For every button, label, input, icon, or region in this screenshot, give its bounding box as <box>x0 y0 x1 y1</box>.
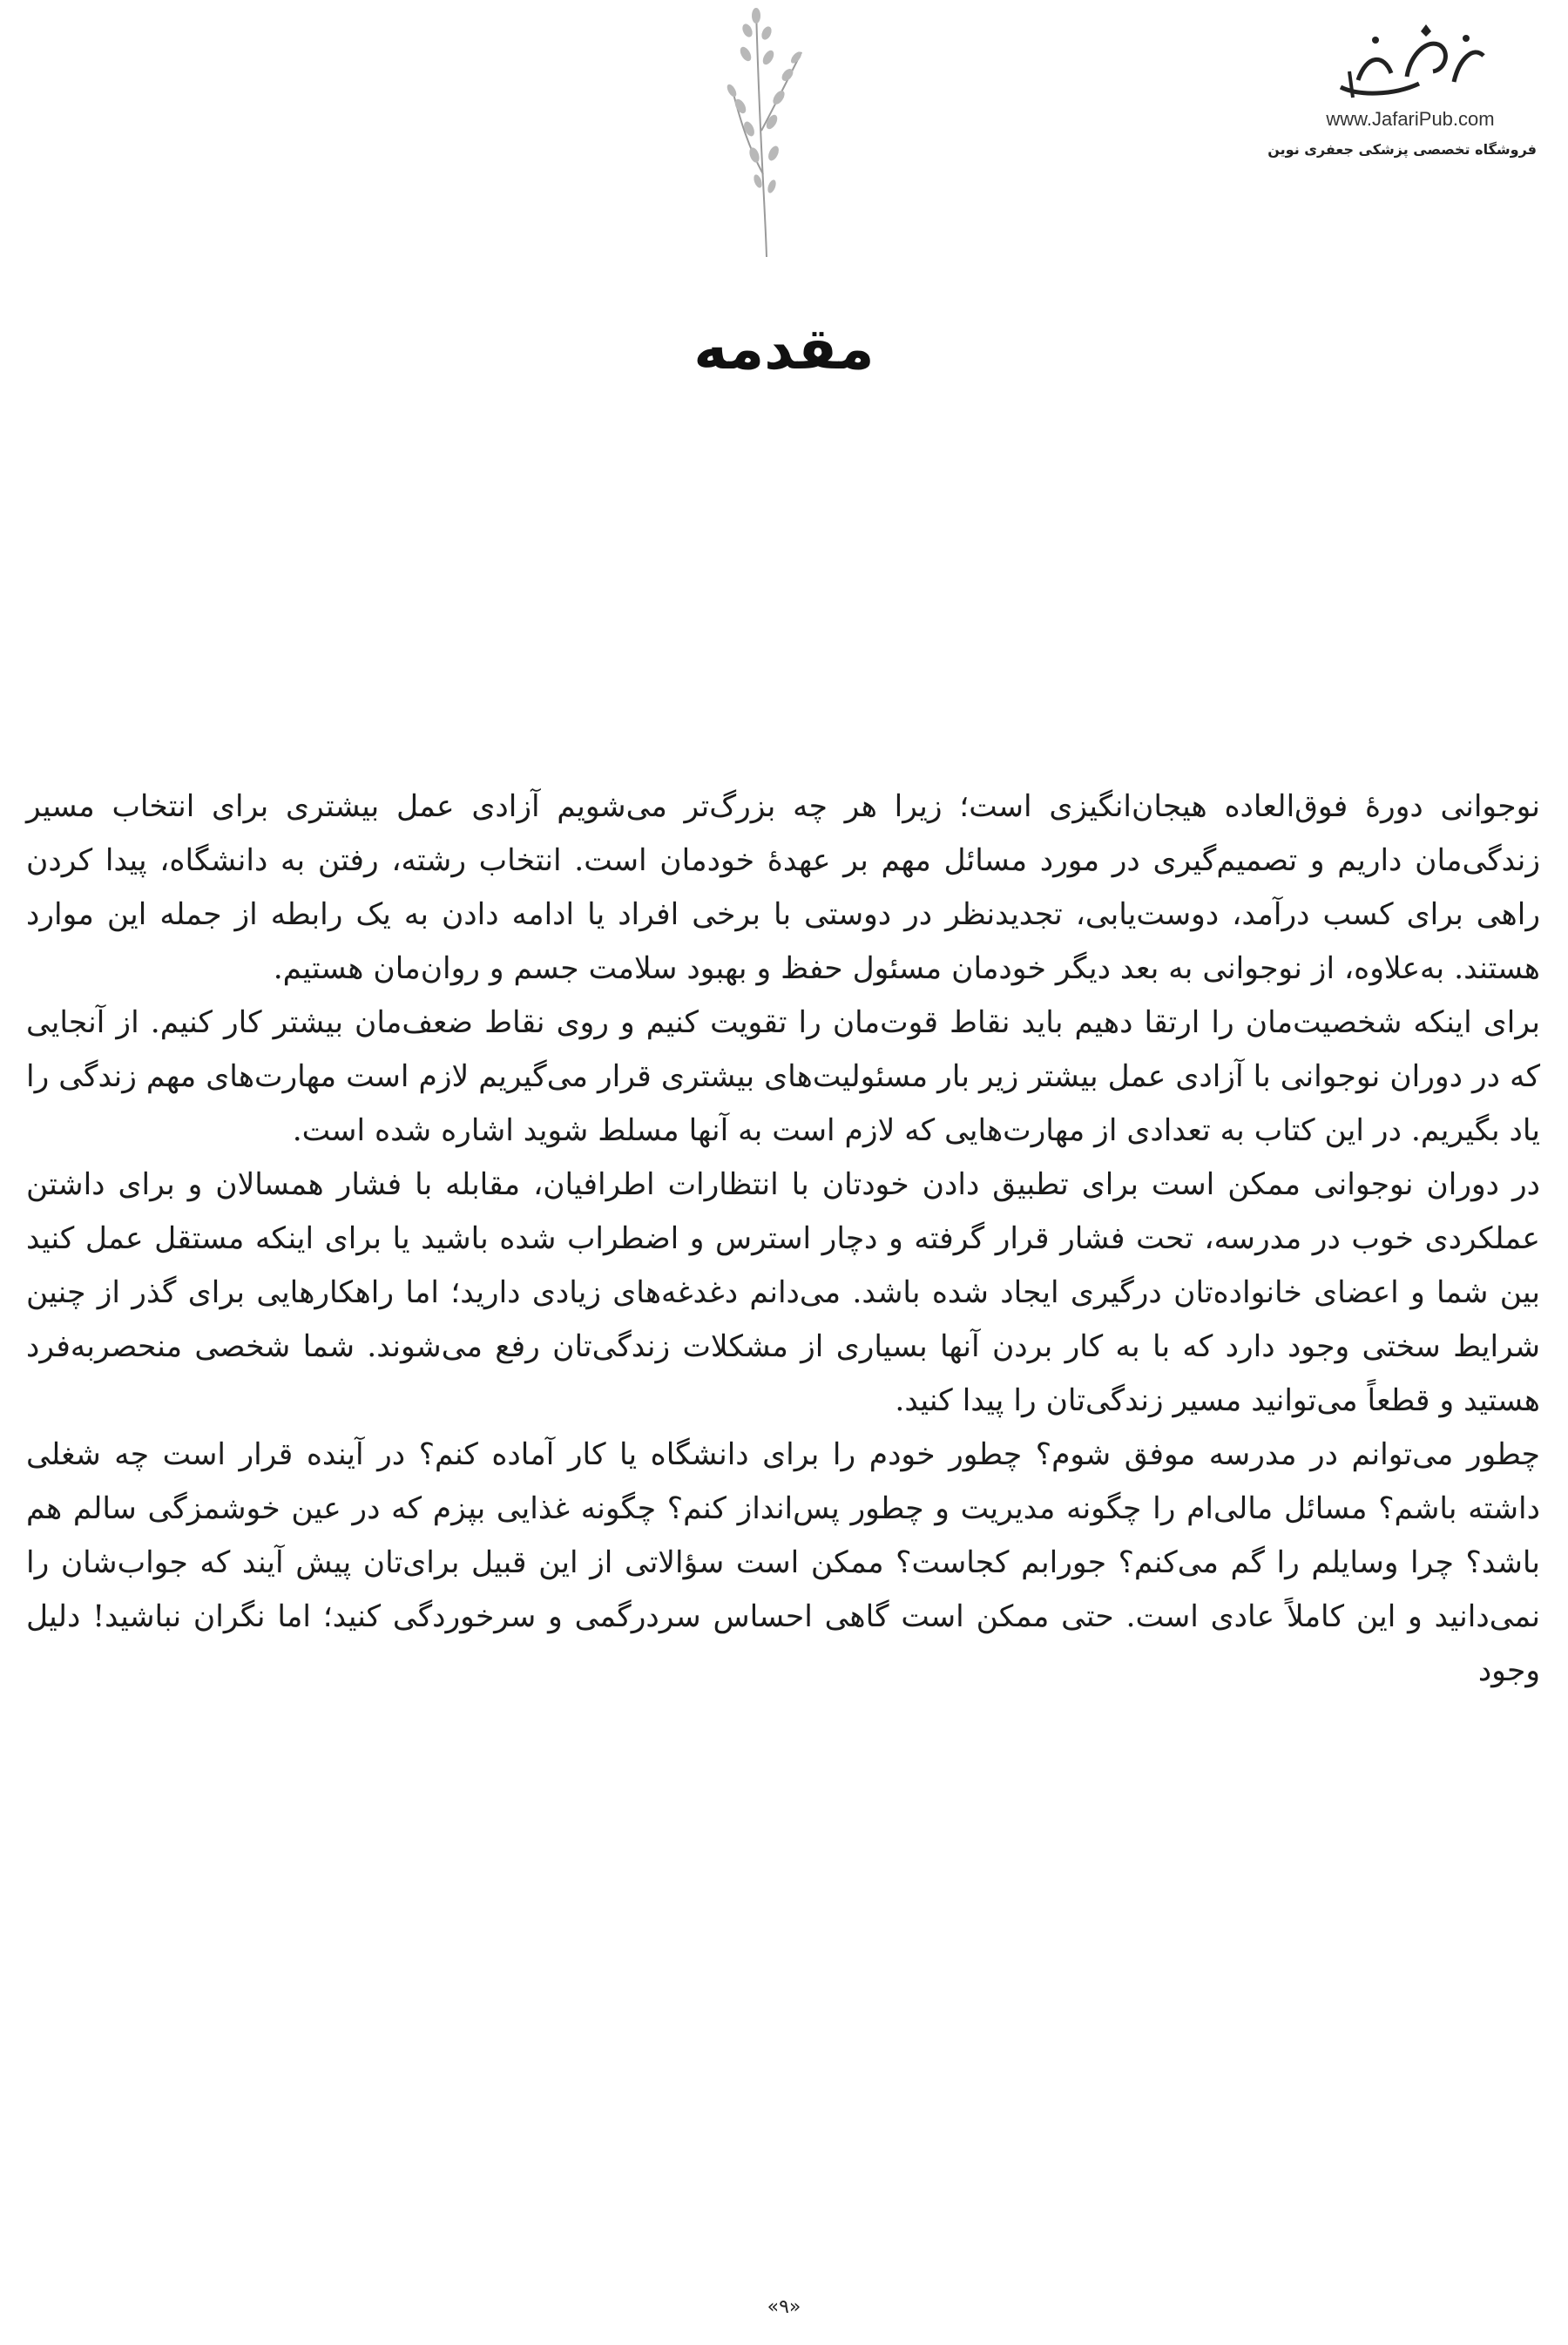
publisher-logo-mark-icon <box>1323 19 1497 106</box>
chapter-title: مقدمه <box>693 315 875 382</box>
paragraph: نوجوانی دورۀ فوق‌العاده هیجان‌انگیزی است؛ زیرا هر چه بزرگ‌تر می‌شویم آزادی عمل بیشتری برای انتخاب مسیر زندگی‌مان داریم و تصمیم‌گیری در مورد مسائل مهم بر عهدۀ خودمان است. انتخاب رشته، رفتن به دانشگاه، پیدا کردن راهی برای کسب درآمد، دوست‌یابی، تجدیدنظر در دوستی با برخی افراد یا ادامه دادن به یک رابطه از جمله این موارد هستند. به‌علاوه، از نوجوانی به بعد دیگر خودمان مسئول حفظ و بهبود سلامت جسم و روان‌مان هستیم. <box>26 789 1540 986</box>
publisher-tagline: فروشگاه تخصصی پزشکی جعفری نوین <box>1267 141 1537 158</box>
body-text <box>26 780 1540 1698</box>
paragraph: برای اینکه شخصیت‌مان را ارتقا دهیم باید نقاط قوت‌مان را تقویت کنیم و روی نقاط ضعف‌مان بیشتر کار کنیم. از آنجایی که در دوران نوجوانی با آزادی عمل بیشتر زیر بار مسئولیت‌های بیشتری قرار می‌گیریم لازم است مهارت‌های مهم زندگی را یاد بگیریم. در این کتاب به تعدادی از مهارت‌هایی که لازم است به آنها مسلط شوید اشاره شده است. <box>26 1005 1540 1148</box>
page-number: «۹» <box>767 2296 801 2318</box>
paragraph: در دوران نوجوانی ممکن است برای تطبیق دادن خودتان با انتظارات اطرافیان، مقابله با فشار همسالان و برای داشتن عملکردی خوب در مدرسه، تحت فشار قرار گرفته و دچار استرس و اضطراب شده باشید یا برای اینکه مستقل عمل کنید بین شما و اعضای خانواده‌تان درگیری ایجاد شده باشد. می‌دانم دغدغه‌های زیادی دارید؛ اما راهکارهایی برای گذر از چنین شرایط سختی وجود دارد که با به کار بردن آنها بسیاری از مشکلات زندگی‌تان رفع می‌شوند. شما شخصی منحصربه‌فرد هستید و قطعاً می‌توانید مسیر زندگی‌تان را پیدا کنید. <box>26 1167 1540 1418</box>
publisher-logo <box>1267 19 1537 167</box>
publisher-url: www.JafariPub.com <box>1326 108 1495 130</box>
plant-sprig-icon <box>706 0 819 261</box>
paragraph: چطور می‌توانم در مدرسه موفق شوم؟ چطور خودم را برای دانشگاه یا کار آماده کنم؟ در آینده قرار است چه شغلی داشته باشم؟ مسائل مالی‌ام را چگونه مدیریت و چطور پس‌انداز کنم؟ چگونه غذایی بپزم که در عین خوشمزگی سالم هم باشد؟ چرا وسایلم را گم می‌کنم؟ جورابم کجاست؟ ممکن است سؤالاتی از این قبیل برای‌تان پیش آیند که جواب‌شان را نمی‌دانید و این کاملاً عادی است. حتی ممکن است گاهی احساس سردرگمی و سرخوردگی کنید؛ اما نگران نباشید! دلیل وجود <box>26 1437 1540 1688</box>
